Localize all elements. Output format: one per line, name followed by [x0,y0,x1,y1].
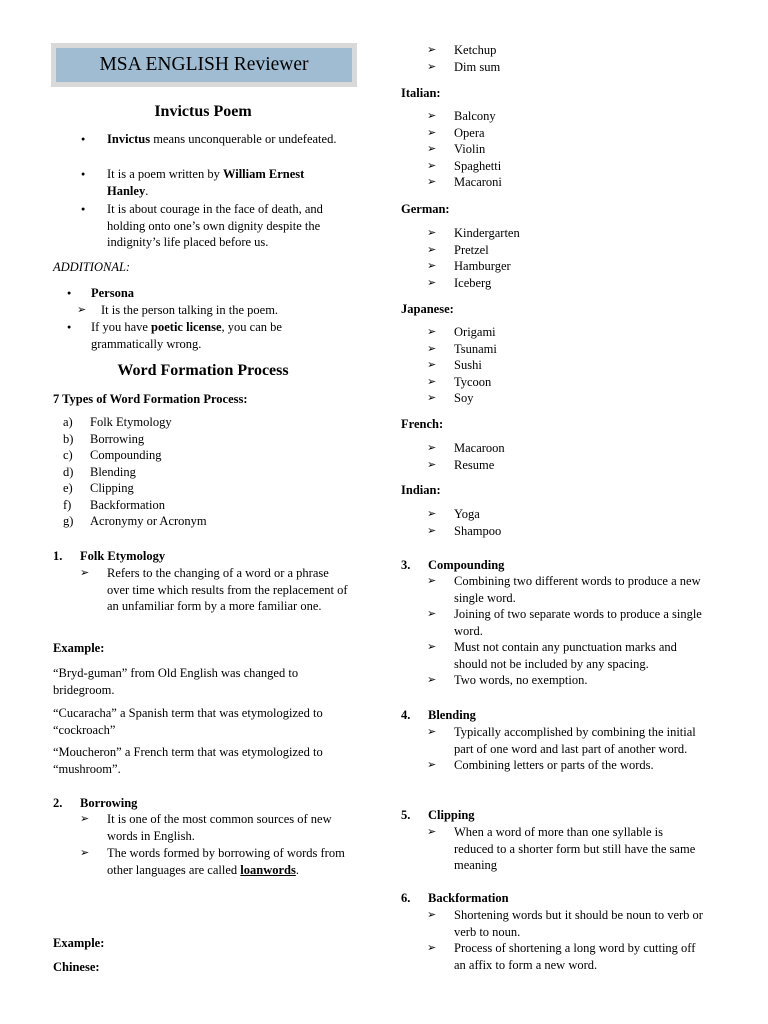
section-2-bullet-1: ➢ It is one of the most common sources of new words in English. [80,812,332,843]
section-4-list [454,724,704,774]
types-list-item: d) Blending [63,464,136,479]
example-label-2: Example: [53,936,105,950]
persona-label: Persona [91,286,135,300]
french-label: French: [401,417,444,431]
list-item: ➢ Yoga [454,506,501,523]
invictus-bullet-3 [107,201,347,251]
indian-label: Indian: [401,483,441,497]
german-label: German: [401,202,450,216]
arrow-icon: ➢ [80,847,90,859]
list-item: ➢ Tycoon [454,374,497,391]
page-title: MSA ENGLISH Reviewer [56,48,352,82]
section-6-list [454,907,704,973]
arrow-icon: ➢ [77,304,87,316]
indian-list [454,506,501,539]
list-item: ➢ Ketchup [454,42,500,59]
types-title: 7 Types of Word Formation Process: [53,392,248,406]
list-item: ➢ Combining two different words to produce a new single word. [454,573,704,606]
list-item: ➢ Must not contain any punctuation marks and should not be included by any spacing. [454,639,704,672]
section-1-heading: 1. Folk Etymology [53,549,166,563]
list-item: ➢ Shampoo [454,523,501,540]
poetic-bullet [67,319,351,352]
invictus-bullet-2 [107,166,347,199]
bullet-dot: ● [67,289,72,297]
persona-sub [77,302,279,319]
list-item: ➢ Process of shortening a long word by cutting off an affix to form a new word. [454,940,704,973]
types-list [63,414,207,530]
list-item: ➢ Joining of two separate words to produce a single word. [454,606,704,639]
invictus-b2-pre: It is a poem written by [107,167,223,181]
types-list-item: e) Clipping [63,481,134,495]
japanese-list [454,324,497,407]
french-list [454,440,505,473]
section-4-heading: 4. Blending [401,708,476,722]
section-2-heading: 2. Borrowing [53,796,138,810]
arrow-icon: ➢ [80,813,90,825]
section-5-list [454,824,704,874]
example-3: “Moucheron” a French term that was etymologized to “mushroom”. [53,745,323,776]
chinese-list [454,42,500,75]
invictus-author: William Ernest Hanley [107,167,305,198]
example-label: Example: [53,641,105,655]
japanese-label: Japanese: [401,302,454,316]
list-item: ➢ Hamburger [454,258,520,275]
section-6-heading: 6. Backformation [401,891,509,905]
persona-sub-text: It is the person talking in the poem. [101,303,279,317]
german-list [454,225,520,291]
list-item: ➢ Dim sum [454,59,500,76]
arrow-icon: ➢ [80,567,90,579]
section-3-heading: 3. Compounding [401,558,505,572]
list-item: ➢ Soy [454,390,497,407]
poetic-post: , you can be grammatically wrong. [91,320,282,351]
list-item: ➢ Pretzel [454,242,520,259]
poetic-pre: If you have [91,320,152,334]
list-item: ➢ Balcony [454,108,502,125]
section-3-list [454,573,704,689]
invictus-term: Invictus [107,132,151,146]
list-item: ➢ Origami [454,324,497,341]
types-list-item: b) Borrowing [63,431,145,446]
types-list-item: f) Backformation [63,497,165,512]
italian-label: Italian: [401,86,441,100]
list-item: ➢ Sushi [454,357,497,374]
loanwords-term: loanwords [240,862,296,877]
title-banner [51,43,357,87]
section-5-heading: 5. Clipping [401,808,475,822]
list-item: ➢ Shortening words but it should be noun to verb or verb to noun. [454,907,704,940]
list-item: ➢ When a word of more than one syllable is reduced to a shorter form but still have the same meaning [454,824,704,874]
types-list-item: c) Compounding [63,448,162,462]
bullet-dot: ● [67,323,72,331]
list-item: ➢ Two words, no exemption. [454,672,704,689]
invictus-b2-post: . [145,183,149,198]
list-item: ➢ Typically accomplished by combining the initial part of one word and last part of another word. [454,724,704,757]
list-item: ➢ Combining letters or parts of the words. [454,757,704,774]
section-2-bullet-2: ➢ The words formed by borrowing of words from other languages are called loanwords. [80,846,345,877]
chinese-label: Chinese: [53,960,100,974]
list-item: ➢ Macaroni [454,174,502,191]
list-item: ➢ Opera [454,125,502,142]
invictus-b3-text: ● It is about courage in the face of death, and holding onto one’s own dignity despite the indignity’s life placed before us. [107,201,347,251]
additional-label: ADDITIONAL: [53,260,131,274]
poetic-term: poetic license [151,320,222,334]
list-item: ➢ Violin [454,141,502,158]
list-item: ➢ Spaghetti [454,158,502,175]
invictus-bullet-1 [107,131,347,148]
list-item: ➢ Tsunami [454,341,497,358]
list-item: ➢ Iceberg [454,275,520,292]
list-item: ➢ Kindergarten [454,225,520,242]
list-item: ➢ Macaroon [454,440,505,457]
list-item: ➢ Resume [454,457,505,474]
types-list-item: g) Acronymy or Acronym [63,514,207,528]
section-1-bullet: ➢ Refers to the changing of a word or a phrase over time which results from the replacement of an unfamiliar form by a more familiar one. [80,566,348,613]
invictus-b1-text: means unconquerable or undefeated. [150,132,337,146]
example-2: “Cucaracha” a Spanish term that was etymologized to “cockroach” [53,706,323,737]
wfp-heading: Word Formation Process [117,362,289,379]
types-list-item: a) Folk Etymology [63,415,172,429]
invictus-heading: Invictus Poem [154,103,252,120]
example-1: “Bryd-guman” from Old English was changed to bridegroom. [53,666,299,697]
italian-list [454,108,502,191]
persona-bullet [67,285,135,302]
